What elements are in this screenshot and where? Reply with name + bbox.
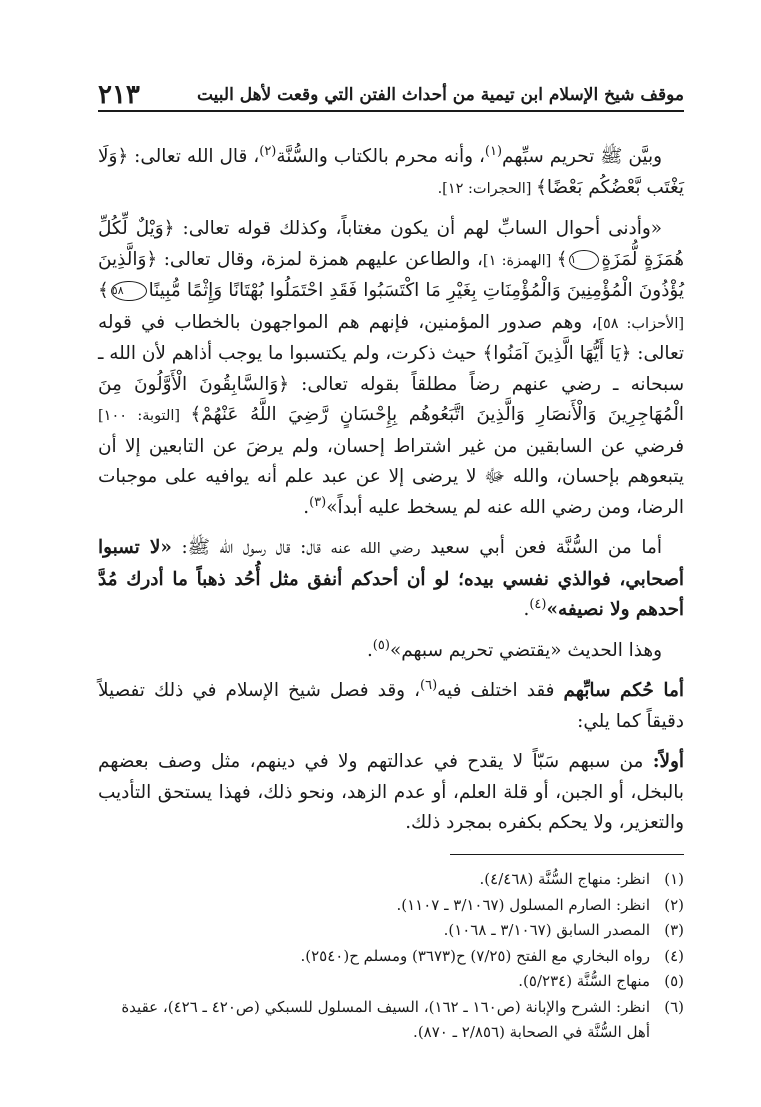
- footnote-text: رواه البخاري مع الفتح (٧/٢٥) ح(٣٦٧٣) ومسلم ح(٢٥٤٠).: [300, 946, 650, 965]
- text-span: قال: قال رسول الله: [209, 537, 331, 558]
- quran-verse: ﴿وَالَّذِينَ يُؤْذُونَ الْمُؤْمِنِينَ وَالْمُؤْمِنَاتِ بِغَيْرِ مَا اكْتَسَبُوا فَقَدِ احْتَمَلُوا بُهْتَانًا وَإِثْمًا مُّبِينًا: [98, 248, 684, 301]
- text-span: ، وهم صدور المؤمنين، فإنهم هم المواجهون بالخطاب في قوله تعالى:: [98, 311, 684, 364]
- footnote-marker[interactable]: (١): [484, 143, 503, 159]
- honorific: ﷻ: [484, 466, 505, 487]
- footnotes: [98, 867, 684, 1046]
- hadith-quote: «لا تسبوا أصحابي، فوالذي نفسي بيده؛ لو أن أحدكم أنفق مثل أُحُد ذهباً ما أدرك مُدَّ أحدهم ولا نصيفه»: [98, 537, 684, 620]
- text-span: وبيَّن: [622, 146, 662, 167]
- footnote-item: [98, 893, 684, 919]
- footnote-number: (٦): [664, 997, 684, 1016]
- verse-reference: [الأحزاب: ٥٨]: [597, 315, 685, 332]
- text-span: لا يرضى إلا عن عبد علم أنه يوافيه على موجبات الرضا، ومن رضي الله عنه لم يسخط عليه أبداً»: [98, 466, 684, 518]
- verse-reference: [الحجرات: ١٢].: [437, 180, 537, 197]
- text-span: وهذا الحديث «يقتضي تحريم سبهم»: [389, 639, 662, 661]
- footnote-item: [98, 918, 684, 944]
- text-span: ، وقد فصل شيخ الإسلام في ذلك تفصيلاً دقيقاً كما يلي:: [98, 680, 684, 732]
- text-span: فرضي عن السابقين من غير اشتراط إحسان، ولم يرضَ عن التابعين إلا أن يتبعوهم بإحسان، والله: [98, 435, 684, 487]
- text-span: ، وأنه محرم بالكتاب والسُّنَّة: [276, 146, 485, 167]
- text-span: .: [303, 496, 310, 518]
- footnote-item: [98, 944, 684, 970]
- quran-verse: ﴿يَا أَيُّهَا الَّذِينَ آمَنُوا﴾: [482, 343, 632, 364]
- footnote-text: انظر: الصارم المسلول (٣/١٠٦٧ ـ ١١٠٧).: [396, 895, 650, 914]
- footnote-number: (٥): [664, 972, 684, 990]
- footnote-marker[interactable]: (٢): [259, 143, 277, 159]
- text-span: ، قال الله تعالى:: [134, 146, 260, 167]
- verse-number-medallion: ٥٨: [111, 281, 147, 301]
- honorific: رضي الله عنه: [330, 541, 421, 557]
- footnote-text: المصدر السابق (٣/١٠٦٧ ـ ١٠٦٨).: [443, 921, 650, 939]
- footnote-divider: [450, 854, 684, 855]
- paragraph-2: [98, 214, 684, 523]
- footnote-item: [98, 969, 684, 995]
- footnote-text: انظر: الشرح والإبانة (ص١٦٠ ـ ١٦٢)، السيف المسلول للسبكي (ص٤٢٠ ـ ٤٢٦)، عقيدة أهل السُّنَّة في الصحابة (٢/٨٥٦ ـ ٨٧٠).: [121, 997, 650, 1041]
- main-text: [98, 142, 684, 839]
- honorific: ﷺ: [600, 146, 623, 167]
- verse-bracket: ﴾: [98, 280, 109, 301]
- page-number: ٢١٣: [98, 80, 140, 110]
- quran-verse: ﴿وَالسَّابِقُونَ الْأَوَّلُونَ مِنَ الْمُهَاجِرِينَ وَالْأَنصَارِ وَالَّذِينَ اتَّبَعُوهُم بِإِحْسَانٍ رَّضِيَ اللَّهُ عَنْهُمْ﴾: [98, 373, 684, 425]
- footnote-number: (٤): [664, 946, 684, 965]
- text-span: .: [366, 639, 373, 661]
- section-lead: أولاً:: [652, 751, 684, 772]
- verse-bracket: ﴾: [556, 248, 568, 270]
- running-title: موقف شيخ الإسلام ابن تيمية من أحداث الفتن التي وقعت لأهل البيت: [196, 85, 684, 105]
- text-span: تحريم سبِّهم: [502, 146, 601, 167]
- honorific: ﷺ: [187, 537, 210, 558]
- quran-verse: ﴿وَيْلٌ لِّكُلِّ هُمَزَةٍ لُّمَزَةٍ: [98, 218, 684, 270]
- footnote-item: [98, 995, 684, 1046]
- text-span: .: [523, 599, 530, 620]
- paragraph-5: [98, 676, 684, 737]
- text-span: حيث ذكرت، ولم يكتسبوا ما يوجب أذاهم لأن الله ـ سبحانه ـ رضي عنهم رضاً مطلقاً بقوله تعالى:: [98, 343, 684, 395]
- footnote-marker[interactable]: (٦): [420, 677, 438, 693]
- footnote-number: (٣): [664, 921, 684, 939]
- footnote-marker[interactable]: (٤): [529, 596, 547, 612]
- text-span: :: [171, 537, 188, 558]
- text-span: فقد اختلف فيه: [437, 680, 564, 701]
- footnote-marker[interactable]: (٣): [309, 494, 327, 510]
- paragraph-4: [98, 636, 684, 667]
- paragraph-1: [98, 142, 684, 204]
- text-span: «وأدنى أحوال السابِّ لهم أن يكون مغتاباً، وكذلك قوله تعالى:: [174, 218, 662, 239]
- verse-reference: [الهمزة: ١]: [482, 252, 557, 269]
- footnote-text: منهاج السُّنَّة (٥/٢٣٤).: [518, 972, 650, 990]
- text-span: من سبهم سَبّاً لا يقدح في عدالتهم ولا في دينهم، مثل وصف بعضهم بالبخل، أو الجبن، أو قلة العلم، أو عدم الزهد، ونحو ذلك، فهذا يستحق التأديب والتعزير، ولا يحكم بكفره بمجرد ذلك.: [98, 751, 684, 833]
- footnote-number: (١): [664, 870, 684, 888]
- verse-reference: [التوبة: ١٠٠]: [98, 408, 191, 424]
- paragraph-6: [98, 747, 684, 839]
- paragraph-3: [98, 533, 684, 626]
- text-span: أما من السُّنَّة فعن أبي سعيد: [420, 537, 662, 558]
- page-header: [98, 80, 684, 112]
- footnote-item: [98, 867, 684, 893]
- footnote-text: انظر: منهاج السُّنَّة (٤/٤٦٨).: [479, 870, 650, 888]
- text-span: ، والطاعن عليهم همزة لمزة، وقال تعالى:: [157, 248, 483, 270]
- footnote-marker[interactable]: (٥): [372, 637, 390, 653]
- section-lead: أما حُكم سابِّهم: [563, 680, 684, 701]
- quran-verse: ﴿وَلَا يَغْتَب بَّعْضُكُم بَعْضًا﴾: [98, 146, 684, 198]
- footnote-number: (٢): [664, 895, 684, 914]
- verse-number-medallion: ١: [569, 250, 599, 270]
